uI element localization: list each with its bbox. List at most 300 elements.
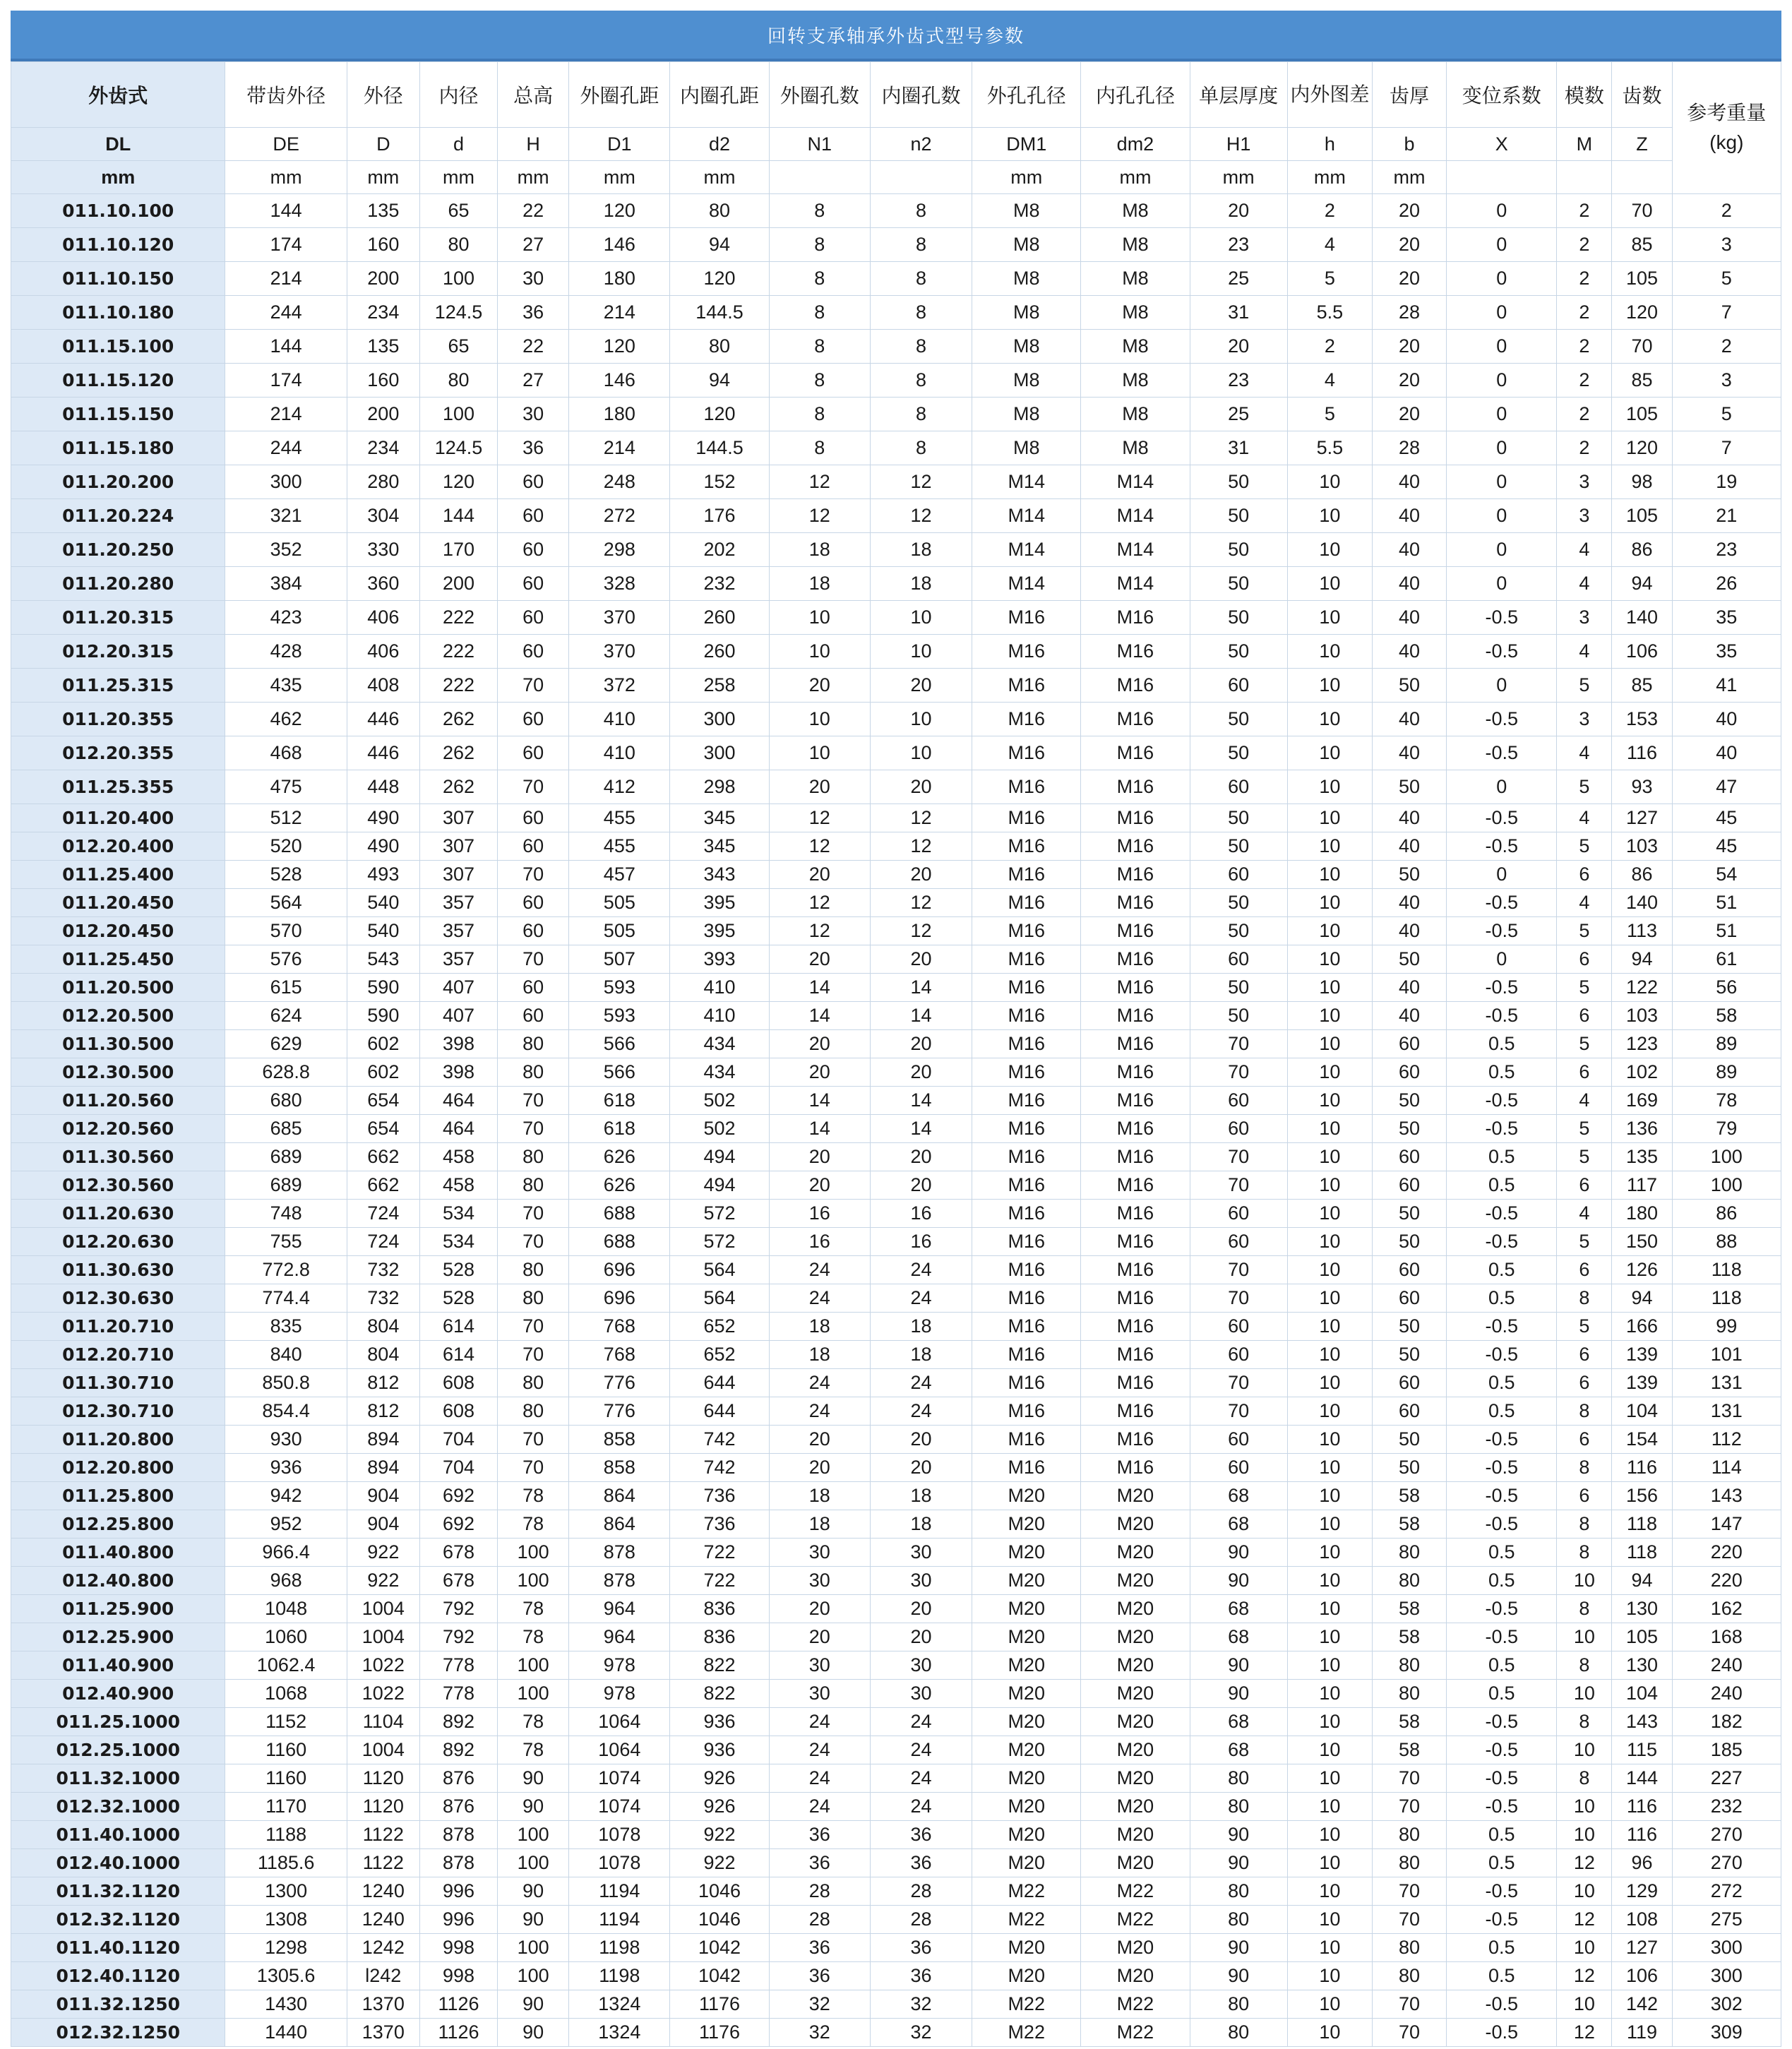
value-cell: 70 [498,1341,569,1369]
value-cell: 80 [498,1143,569,1171]
value-cell: 280 [347,465,419,499]
value-cell: 10 [1287,1962,1372,1990]
value-cell: 1074 [569,1793,670,1821]
value-cell: 4 [1557,736,1612,770]
value-cell: 40 [1372,567,1446,601]
value-cell: 60 [1372,1369,1446,1397]
value-cell: M16 [1081,635,1190,669]
table-row [11,567,1781,601]
value-cell: 78 [498,1623,569,1651]
value-cell: 116 [1612,1821,1672,1849]
value-cell: 0.5 [1447,1680,1557,1708]
value-cell: 8 [769,262,870,296]
model-cell: 012.25.900 [11,1623,225,1651]
value-cell: -0.5 [1447,1087,1557,1115]
value-cell: 410 [670,1002,769,1030]
value-cell: M16 [972,861,1081,889]
value-cell: 696 [569,1256,670,1284]
model-cell: 012.25.800 [11,1510,225,1539]
value-cell: 922 [670,1821,769,1849]
value-cell: 100 [419,262,497,296]
value-cell: 662 [347,1171,419,1200]
value-cell: 60 [498,974,569,1002]
value-cell: 60 [498,832,569,861]
value-cell: 1240 [347,1877,419,1906]
value-cell: 6 [1557,1426,1612,1454]
value-cell: M22 [1081,1906,1190,1934]
header-code-h: h [1287,128,1372,161]
value-cell: 60 [1190,861,1287,889]
value-cell: 1298 [225,1934,347,1962]
value-cell: 60 [1372,1030,1446,1058]
value-cell: M16 [1081,889,1190,917]
header-unit-d: mm [419,161,497,194]
value-cell: 704 [419,1426,497,1454]
value-cell: 80 [419,228,497,262]
value-cell: 20 [1372,228,1446,262]
value-cell: 58 [1372,1736,1446,1764]
value-cell: 4 [1557,889,1612,917]
value-cell: 258 [670,669,769,703]
header-label-dm2: 内孔孔径 [1081,62,1190,128]
value-cell: 512 [225,804,347,832]
model-cell: 012.30.630 [11,1284,225,1313]
value-cell: 629 [225,1030,347,1058]
table-row [11,945,1781,974]
header-weight-label: 参考重量 [1687,101,1767,124]
value-cell: 36 [498,431,569,465]
table-row [11,1595,1781,1623]
value-cell: 1122 [347,1821,419,1849]
value-cell: 60 [1190,1228,1287,1256]
header-code-b: b [1372,128,1446,161]
value-cell: 227 [1672,1764,1781,1793]
value-cell: 70 [1372,1906,1446,1934]
value-cell: 1242 [347,1934,419,1962]
table-row [11,1426,1781,1454]
header-label-d2: 内圈孔距 [670,62,769,128]
value-cell: M16 [972,770,1081,804]
value-cell: 50 [1372,1087,1446,1115]
value-cell: 10 [1287,1200,1372,1228]
value-cell: 8 [870,228,972,262]
value-cell: 10 [1557,1990,1612,2019]
value-cell: 10 [1287,533,1372,567]
value-cell: 978 [569,1680,670,1708]
value-cell: 5 [1557,1030,1612,1058]
value-cell: M22 [972,1990,1081,2019]
value-cell: 24 [870,1793,972,1821]
value-cell: 20 [769,1595,870,1623]
value-cell: M20 [972,1736,1081,1764]
model-cell: 011.10.150 [11,262,225,296]
value-cell: 144 [1612,1764,1672,1793]
value-cell: M16 [1081,1002,1190,1030]
value-cell: 20 [870,1454,972,1482]
value-cell: 36 [769,1962,870,1990]
value-cell: 12 [870,832,972,861]
value-cell: 0 [1447,330,1557,364]
value-cell: 300 [1672,1934,1781,1962]
value-cell: M8 [972,296,1081,330]
value-cell: 12 [769,465,870,499]
value-cell: 1022 [347,1651,419,1680]
value-cell: 100 [498,1934,569,1962]
value-cell: 370 [569,635,670,669]
value-cell: M16 [972,889,1081,917]
value-cell: 774.4 [225,1284,347,1313]
value-cell: 876 [419,1793,497,1821]
value-cell: 864 [569,1482,670,1510]
value-cell: 118 [1612,1539,1672,1567]
value-cell: 836 [670,1595,769,1623]
value-cell: 1064 [569,1736,670,1764]
value-cell: M20 [1081,1821,1190,1849]
value-cell: M14 [1081,567,1190,601]
value-cell: 70 [498,1200,569,1228]
table-row [11,330,1781,364]
value-cell: 60 [1372,1143,1446,1171]
value-cell: 70 [498,1454,569,1482]
value-cell: 176 [670,499,769,533]
model-cell: 012.20.710 [11,1341,225,1369]
value-cell: M16 [972,1171,1081,1200]
value-cell: -0.5 [1447,1200,1557,1228]
value-cell: 0.5 [1447,1651,1557,1680]
value-cell: 20 [1372,330,1446,364]
value-cell: 1198 [569,1962,670,1990]
value-cell: 20 [769,1623,870,1651]
value-cell: 5 [1557,770,1612,804]
value-cell: 106 [1612,1962,1672,1990]
model-cell: 011.20.500 [11,974,225,1002]
value-cell: 85 [1612,228,1672,262]
value-cell: 50 [1372,1228,1446,1256]
value-cell: 10 [769,635,870,669]
value-cell: 70 [1372,1877,1446,1906]
value-cell: 410 [569,736,670,770]
value-cell: 10 [1557,1934,1612,1962]
value-cell: 70 [1612,330,1672,364]
value-cell: 5 [1557,1228,1612,1256]
value-cell: 112 [1672,1426,1781,1454]
value-cell: 10 [1287,1736,1372,1764]
value-cell: 31 [1190,296,1287,330]
value-cell: 80 [670,194,769,228]
value-cell: 0 [1447,861,1557,889]
value-cell: M8 [1081,431,1190,465]
value-cell: 926 [670,1764,769,1793]
value-cell: 19 [1672,465,1781,499]
value-cell: 104 [1612,1680,1672,1708]
value-cell: 60 [1372,1284,1446,1313]
value-cell: 14 [870,1087,972,1115]
value-cell: 10 [1557,1623,1612,1651]
value-cell: 40 [1372,804,1446,832]
value-cell: 166 [1612,1313,1672,1341]
table-row [11,1764,1781,1793]
value-cell: M16 [1081,1200,1190,1228]
value-cell: 24 [769,1736,870,1764]
value-cell: 0.5 [1447,1143,1557,1171]
table-row [11,1284,1781,1313]
value-cell: 10 [1287,1454,1372,1482]
value-cell: M20 [1081,1510,1190,1539]
value-cell: 105 [1612,262,1672,296]
value-cell: 60 [1190,1426,1287,1454]
value-cell: 0.5 [1447,1567,1557,1595]
value-cell: M22 [972,2019,1081,2047]
value-cell: 10 [870,601,972,635]
value-cell: 85 [1612,364,1672,398]
value-cell: 742 [670,1426,769,1454]
value-cell: 10 [1287,1087,1372,1115]
value-cell: 5 [1557,917,1612,945]
value-cell: 755 [225,1228,347,1256]
table-row [11,499,1781,533]
value-cell: 80 [498,1030,569,1058]
value-cell: 576 [225,945,347,974]
value-cell: 60 [1190,1087,1287,1115]
value-cell: 60 [1190,1454,1287,1482]
value-cell: 94 [1612,1567,1672,1595]
value-cell: 1440 [225,2019,347,2047]
value-cell: 240 [1672,1680,1781,1708]
value-cell: 330 [347,533,419,567]
value-cell: 170 [419,533,497,567]
value-cell: 60 [498,533,569,567]
value-cell: 618 [569,1087,670,1115]
value-cell: 120 [1612,431,1672,465]
value-cell: 60 [1372,1058,1446,1087]
model-cell: 011.40.900 [11,1651,225,1680]
value-cell: 272 [1672,1877,1781,1906]
value-cell: 127 [1612,804,1672,832]
value-cell: 1078 [569,1821,670,1849]
header-row-labels [11,62,1781,128]
value-cell: 30 [870,1680,972,1708]
value-cell: 812 [347,1369,419,1397]
value-cell: 270 [1672,1821,1781,1849]
value-cell: -0.5 [1447,601,1557,635]
value-cell: 24 [769,1764,870,1793]
value-cell: 94 [1612,1284,1672,1313]
value-cell: 12 [769,804,870,832]
value-cell: 407 [419,1002,497,1030]
header-label-n1: 外圈孔数 [769,62,870,128]
table-row [11,1539,1781,1567]
table-row [11,1002,1781,1030]
value-cell: 10 [1287,1426,1372,1454]
value-cell: 30 [769,1680,870,1708]
value-cell: 448 [347,770,419,804]
value-cell: 70 [498,945,569,974]
value-cell: 8 [870,431,972,465]
model-cell: 011.20.560 [11,1087,225,1115]
value-cell: 904 [347,1482,419,1510]
value-cell: M20 [972,1793,1081,1821]
value-cell: 50 [1190,1002,1287,1030]
value-cell: 18 [769,1510,870,1539]
value-cell: 307 [419,832,497,861]
value-cell: 804 [347,1341,419,1369]
value-cell: 724 [347,1228,419,1256]
value-cell: M20 [1081,1595,1190,1623]
value-cell: 564 [670,1256,769,1284]
header-code-n2: n2 [870,128,972,161]
value-cell: 60 [1190,1341,1287,1369]
value-cell: 120 [670,398,769,431]
value-cell: 70 [1372,1990,1446,2019]
value-cell: 50 [1372,945,1446,974]
value-cell: 878 [419,1821,497,1849]
value-cell: 10 [1287,736,1372,770]
table-row [11,431,1781,465]
value-cell: 116 [1612,1454,1672,1482]
model-cell: 012.20.560 [11,1115,225,1143]
value-cell: 80 [1372,1821,1446,1849]
value-cell: 8 [1557,1397,1612,1426]
value-cell: 70 [498,861,569,889]
value-cell: 8 [769,228,870,262]
value-cell: M20 [1081,1736,1190,1764]
value-cell: M8 [972,228,1081,262]
value-cell: M16 [972,1313,1081,1341]
value-cell: M16 [972,669,1081,703]
model-cell: 012.25.1000 [11,1736,225,1764]
table-row [11,1115,1781,1143]
value-cell: 393 [670,945,769,974]
value-cell: 20 [870,1143,972,1171]
value-cell: 24 [870,1397,972,1426]
value-cell: 704 [419,1454,497,1482]
value-cell: 90 [1190,1821,1287,1849]
value-cell: 10 [1287,1567,1372,1595]
value-cell: 300 [1672,1962,1781,1990]
value-cell: 395 [670,889,769,917]
table-row [11,889,1781,917]
value-cell: M20 [1081,1482,1190,1510]
value-cell: 156 [1612,1482,1672,1510]
table-row [11,1793,1781,1821]
value-cell: 1104 [347,1708,419,1736]
value-cell: 70 [1190,1171,1287,1200]
value-cell: 406 [347,635,419,669]
value-cell: 240 [1672,1651,1781,1680]
value-cell: 878 [569,1567,670,1595]
value-cell: 90 [1190,1934,1287,1962]
value-cell: 8 [769,330,870,364]
value-cell: 507 [569,945,670,974]
table-row [11,364,1781,398]
model-cell: 012.20.355 [11,736,225,770]
value-cell: 120 [569,194,670,228]
header-code-d1: D1 [569,128,670,161]
value-cell: 307 [419,804,497,832]
value-cell: 10 [1287,1313,1372,1341]
value-cell: M16 [1081,1171,1190,1200]
header-unit-de: mm [225,161,347,194]
value-cell: 90 [498,1764,569,1793]
value-cell: 528 [419,1284,497,1313]
value-cell: 930 [225,1426,347,1454]
value-cell: 2 [1557,431,1612,465]
value-cell: M16 [1081,669,1190,703]
value-cell: 0.5 [1447,1934,1557,1962]
value-cell: 28 [870,1877,972,1906]
value-cell: 792 [419,1595,497,1623]
value-cell: 16 [769,1228,870,1256]
value-cell: 40 [1372,635,1446,669]
value-cell: 182 [1672,1708,1781,1736]
value-cell: 20 [769,1143,870,1171]
value-cell: 50 [1372,770,1446,804]
model-cell: 011.30.560 [11,1143,225,1171]
model-cell: 011.20.450 [11,889,225,917]
value-cell: 688 [569,1228,670,1256]
value-cell: 20 [1372,262,1446,296]
value-cell: 20 [1372,194,1446,228]
value-cell: 25 [1190,262,1287,296]
value-cell: 174 [225,364,347,398]
value-cell: 30 [769,1539,870,1567]
value-cell: 0 [1447,533,1557,567]
header-label-n2: 内圈孔数 [870,62,972,128]
value-cell: 12 [1557,1962,1612,1990]
value-cell: 5 [1672,398,1781,431]
model-cell: 012.32.1250 [11,2019,225,2047]
value-cell: 10 [1287,1849,1372,1877]
value-cell: 406 [347,601,419,635]
table-row [11,1454,1781,1482]
table-row [11,1623,1781,1651]
value-cell: 423 [225,601,347,635]
value-cell: 8 [769,431,870,465]
value-cell: 40 [1372,736,1446,770]
model-cell: 012.30.500 [11,1058,225,1087]
value-cell: 90 [1190,1651,1287,1680]
value-cell: 124.5 [419,431,497,465]
value-cell: 214 [225,262,347,296]
model-cell: 011.25.400 [11,861,225,889]
value-cell: M16 [1081,945,1190,974]
header-label-h: 内外图差 [1287,62,1372,128]
value-cell: 936 [225,1454,347,1482]
value-cell: 300 [670,736,769,770]
model-cell: 011.10.180 [11,296,225,330]
value-cell: 302 [1672,1990,1781,2019]
value-cell: 2 [1672,330,1781,364]
value-cell: M14 [972,499,1081,533]
value-cell: M16 [972,703,1081,736]
value-cell: 10 [1287,465,1372,499]
value-cell: 10 [1287,1482,1372,1510]
value-cell: 4 [1557,533,1612,567]
value-cell: 8 [1557,1539,1612,1567]
value-cell: 40 [1372,974,1446,1002]
value-cell: 357 [419,917,497,945]
value-cell: M20 [1081,1793,1190,1821]
header-code-h1: H1 [1190,128,1287,161]
value-cell: 6 [1557,1256,1612,1284]
value-cell: 395 [670,917,769,945]
value-cell: -0.5 [1447,1877,1557,1906]
value-cell: -0.5 [1447,1595,1557,1623]
value-cell: M16 [972,1256,1081,1284]
value-cell: 564 [670,1284,769,1313]
header-unit-h: mm [1287,161,1372,194]
value-cell: 0.5 [1447,1849,1557,1877]
